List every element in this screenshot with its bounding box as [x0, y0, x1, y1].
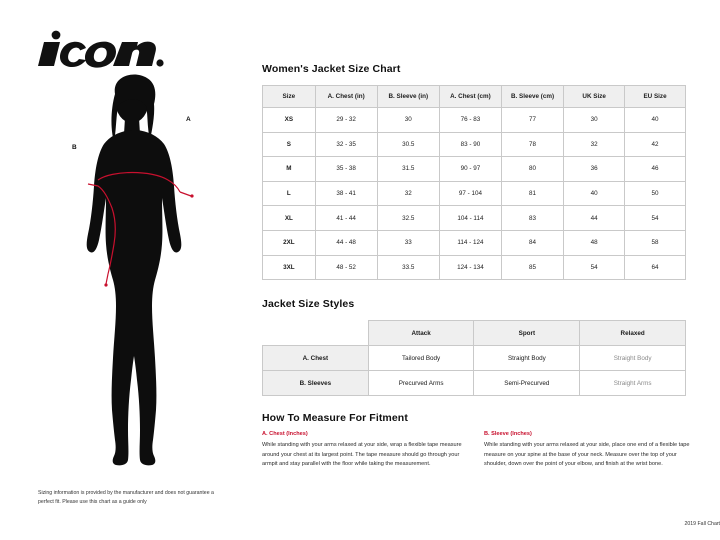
cell-sleeve-cm: 80	[501, 157, 563, 182]
cell-chest-cm: 124 - 134	[439, 255, 501, 280]
table-row	[263, 181, 686, 206]
styles-cell: Tailored Body	[368, 346, 474, 371]
figure-label-a: A	[186, 116, 191, 123]
table-row	[263, 108, 686, 133]
cell-chest-cm: 90 - 97	[439, 157, 501, 182]
table-row	[263, 206, 686, 231]
cell-chest-cm: 97 - 104	[439, 181, 501, 206]
cell-size: XS	[263, 108, 316, 133]
measure-sleeve-block	[484, 430, 692, 470]
size-chart-table	[262, 85, 686, 280]
cell-uk-size: 40	[564, 181, 625, 206]
cell-eu-size: 46	[625, 157, 686, 182]
cell-sleeve-cm: 84	[501, 230, 563, 255]
cell-chest-in: 44 - 48	[315, 230, 377, 255]
cell-size: S	[263, 132, 316, 157]
female-mannequin-silhouette-with-measurement-lines	[28, 74, 238, 484]
table-row	[263, 157, 686, 182]
styles-row-label: B. Sleeves	[263, 371, 369, 396]
table-row	[263, 255, 686, 280]
cell-eu-size: 64	[625, 255, 686, 280]
chart-edition-label: 2019 Fall Chart	[684, 521, 720, 527]
cell-eu-size: 54	[625, 206, 686, 231]
cell-eu-size: 58	[625, 230, 686, 255]
cell-chest-in: 29 - 32	[315, 108, 377, 133]
styles-column-header: Relaxed	[580, 321, 686, 346]
cell-chest-cm: 114 - 124	[439, 230, 501, 255]
measure-chest-text: While standing with your arms relaxed at your side, wrap a flexible tape measure around your chest at its largest point. The tape measure should go through your armpit and stay parallel with the floor while taking the measurement.	[262, 442, 462, 468]
cell-chest-cm: 83 - 90	[439, 132, 501, 157]
cell-sleeve-cm: 83	[501, 206, 563, 231]
styles-row	[263, 371, 686, 396]
styles-row-label: A. Chest	[263, 346, 369, 371]
cell-uk-size: 54	[564, 255, 625, 280]
styles-header-row	[263, 321, 686, 346]
right-panel	[262, 0, 720, 540]
cell-sleeve-in: 33	[377, 230, 439, 255]
cell-sleeve-cm: 81	[501, 181, 563, 206]
cell-sleeve-in: 33.5	[377, 255, 439, 280]
cell-sleeve-cm: 85	[501, 255, 563, 280]
column-header: A. Chest (cm)	[439, 86, 501, 108]
styles-column-header: Attack	[368, 321, 474, 346]
column-header: B. Sleeve (cm)	[501, 86, 563, 108]
cell-uk-size: 32	[564, 132, 625, 157]
table-header-row	[263, 86, 686, 108]
cell-sleeve-in: 30	[377, 108, 439, 133]
cell-chest-in: 35 - 38	[315, 157, 377, 182]
cell-size: XL	[263, 206, 316, 231]
cell-chest-cm: 76 - 83	[439, 108, 501, 133]
column-header: B. Sleeve (in)	[377, 86, 439, 108]
column-header: Size	[263, 86, 316, 108]
jacket-size-styles-table	[262, 320, 686, 396]
styles-header-blank	[263, 321, 369, 346]
column-header: UK Size	[564, 86, 625, 108]
cell-eu-size: 42	[625, 132, 686, 157]
styles-cell: Straight Arms	[580, 371, 686, 396]
styles-row	[263, 346, 686, 371]
measure-chest-heading: A. Chest (Inches)	[262, 431, 308, 437]
cell-chest-in: 32 - 35	[315, 132, 377, 157]
styles-cell: Semi-Precurved	[474, 371, 580, 396]
cell-chest-in: 38 - 41	[315, 181, 377, 206]
cell-uk-size: 48	[564, 230, 625, 255]
measure-section-title: How To Measure For Fitment	[262, 412, 408, 424]
figure-label-b: B	[72, 144, 77, 151]
cell-uk-size: 36	[564, 157, 625, 182]
cell-eu-size: 50	[625, 181, 686, 206]
cell-chest-in: 41 - 44	[315, 206, 377, 231]
cell-eu-size: 40	[625, 108, 686, 133]
measure-sleeve-text: While standing with your arms relaxed at your side, place one end of a flexible tape measure on your spine at the base of your neck. Measure over the top of your shoulder, down over the point of your elbow, and finish at the wrist bone.	[484, 442, 690, 468]
cell-chest-cm: 104 - 114	[439, 206, 501, 231]
styles-column-header: Sport	[474, 321, 580, 346]
cell-chest-in: 48 - 52	[315, 255, 377, 280]
cell-sleeve-in: 32.5	[377, 206, 439, 231]
styles-cell: Straight Body	[580, 346, 686, 371]
icon-wordmark-logo	[34, 28, 164, 72]
styles-cell: Straight Body	[474, 346, 580, 371]
page-title: Women's Jacket Size Chart	[262, 63, 401, 75]
cell-sleeve-in: 31.5	[377, 157, 439, 182]
measure-chest-block	[262, 430, 470, 470]
table-row	[263, 132, 686, 157]
left-panel	[0, 0, 250, 540]
cell-sleeve-in: 32	[377, 181, 439, 206]
styles-section-title: Jacket Size Styles	[262, 298, 355, 310]
cell-size: 2XL	[263, 230, 316, 255]
cell-size: L	[263, 181, 316, 206]
footer-disclaimer: Sizing information is provided by the manufacturer and does not guarantee a perfect fit. Please use this chart as a guide only	[38, 490, 214, 505]
measure-sleeve-heading: B. Sleeve (Inches)	[484, 431, 532, 437]
column-header: EU Size	[625, 86, 686, 108]
cell-size: M	[263, 157, 316, 182]
cell-uk-size: 44	[564, 206, 625, 231]
cell-sleeve-cm: 77	[501, 108, 563, 133]
cell-uk-size: 30	[564, 108, 625, 133]
cell-sleeve-in: 30.5	[377, 132, 439, 157]
cell-sleeve-cm: 78	[501, 132, 563, 157]
styles-cell: Precurved Arms	[368, 371, 474, 396]
column-header: A. Chest (in)	[315, 86, 377, 108]
cell-size: 3XL	[263, 255, 316, 280]
table-row	[263, 230, 686, 255]
